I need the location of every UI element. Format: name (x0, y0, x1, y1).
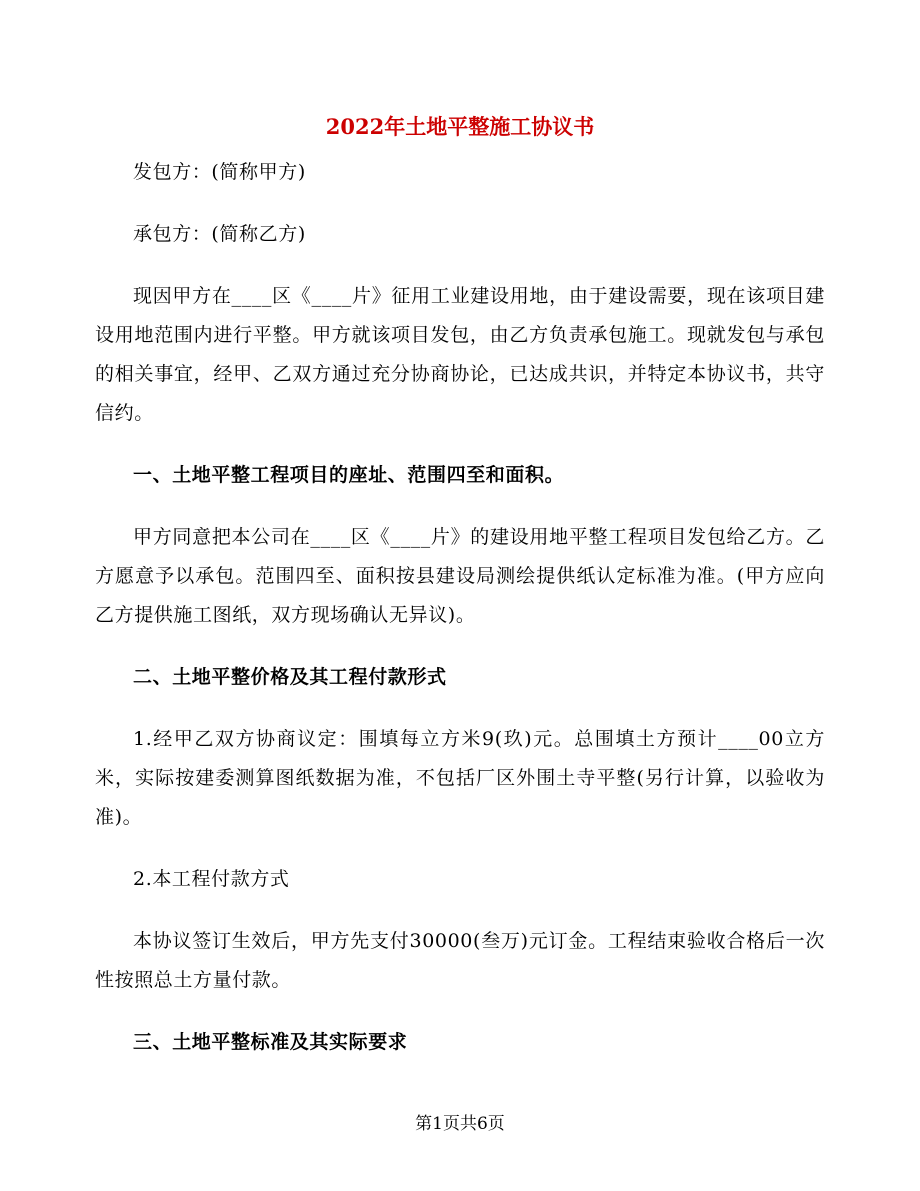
section-1-paragraph: 甲方同意把本公司在____区《____片》的建设用地平整工程项目发包给乙方。乙方愿意予以承包。范围四至、面积按县建设局测绘提供纸认定标准为准。(甲方应向乙方提供施工图纸，双方现场确认无异议)。 (95, 526, 825, 626)
clause-2-2-heading: 2.本工程付款方式 (133, 868, 290, 890)
party-b-line: 承包方：(简称乙方) (133, 223, 306, 245)
document-title: 2022年土地平整施工协议书 (325, 114, 595, 139)
section-heading-1: 一、土地平整工程项目的座址、范围四至和面积。 (133, 464, 565, 486)
payment-paragraph: 本协议签订生效后，甲方先支付30000(叁万)元订金。工程结束验收合格后一次性按照总土方量付款。 (95, 930, 825, 991)
preamble-paragraph: 现因甲方在____区《____片》征用工业建设用地，由于建设需要，现在该项目建设用地范围内进行平整。甲方就该项目发包，由乙方负责承包施工。现就发包与承包的相关事宜，经甲、乙双方通过充分协商协论，已达成共识，并特定本协议书，共守信约。 (95, 285, 825, 424)
page-number-footer: 第1页共6页 (415, 1114, 505, 1134)
section-heading-2: 二、土地平整价格及其工程付款形式 (133, 666, 447, 688)
section-heading-3: 三、土地平整标准及其实际要求 (133, 1031, 408, 1053)
party-a-line: 发包方：(简称甲方) (133, 161, 306, 183)
document-body (95, 153, 825, 1085)
clause-2-1-paragraph: 1.经甲乙双方协商议定：围填每立方米9(玖)元。总围填土方预计____00立方米，实际按建委测算图纸数据为准，不包括厂区外围土寺平整(另行计算，以验收为准)。 (95, 728, 825, 828)
